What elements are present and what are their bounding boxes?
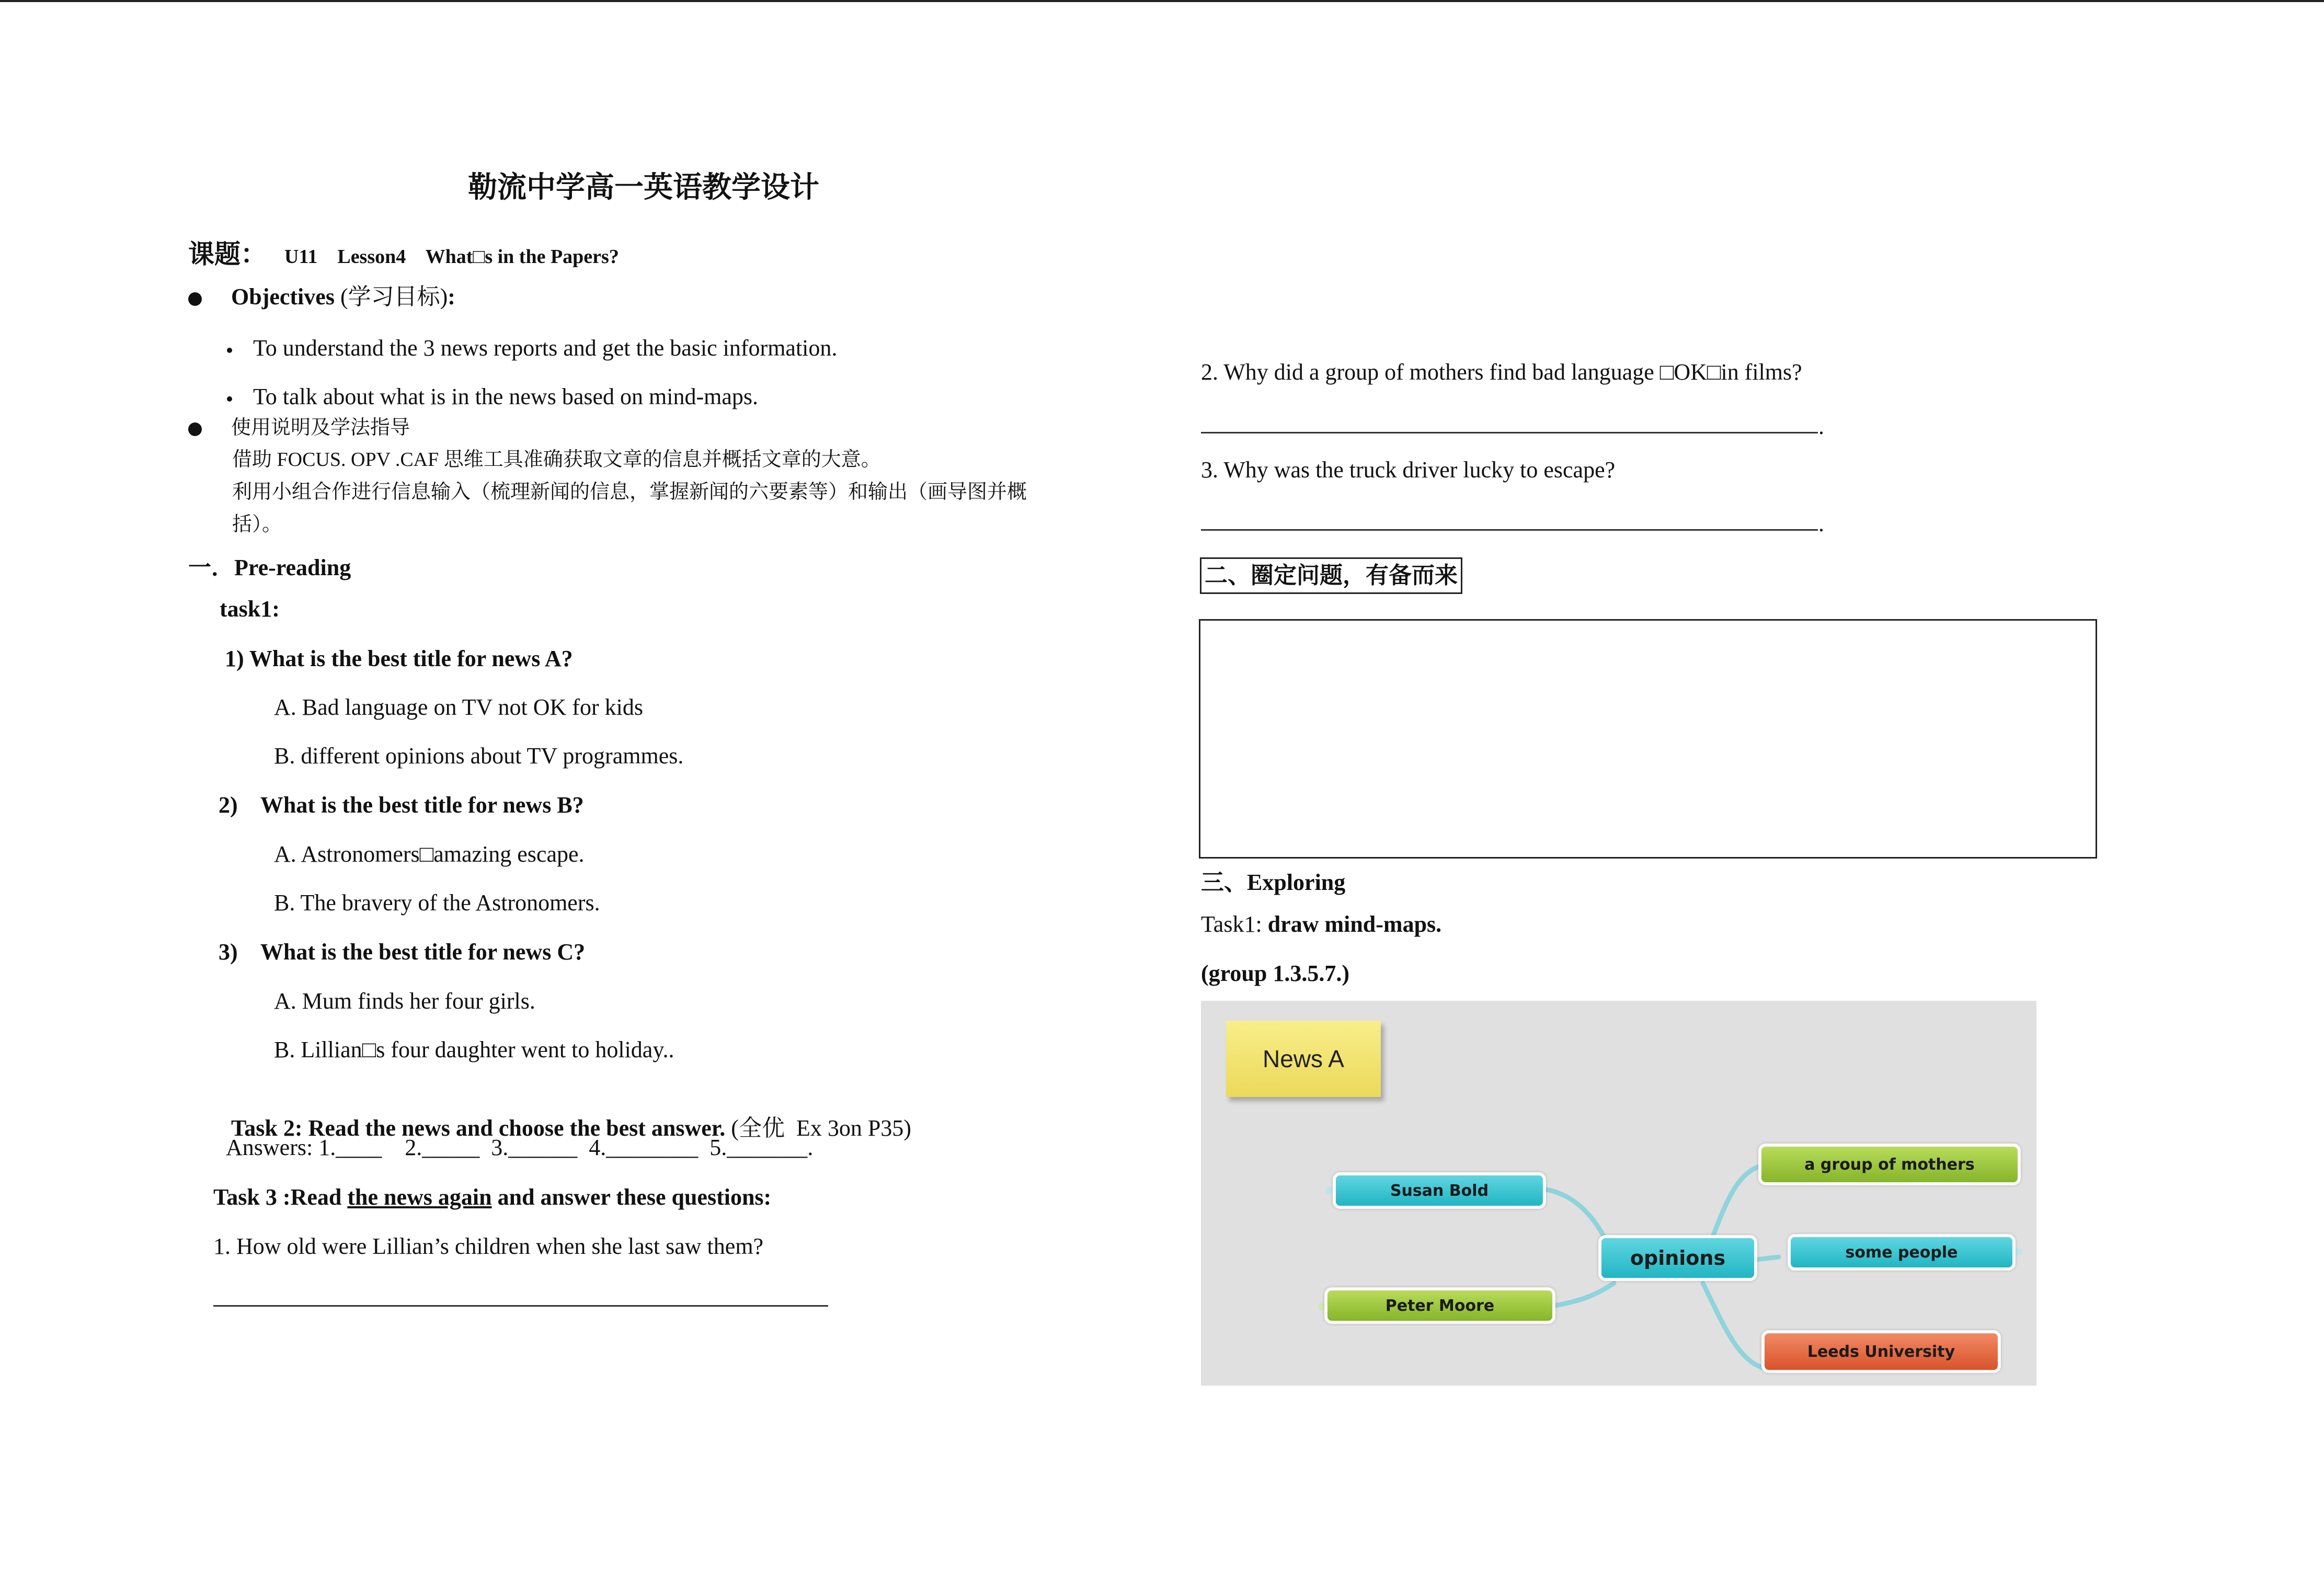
pre-reading-heading: 一．Pre-reading <box>188 555 351 580</box>
question-2-right: 2. Why did a group of mothers find bad language □OK□in films? <box>1201 359 1802 385</box>
mind-map-image <box>1201 1001 2036 1386</box>
task1-right-line <box>1201 910 1441 939</box>
guide-line: 括）。 <box>232 513 282 535</box>
option: A. Mum finds her four girls. <box>274 988 535 1014</box>
option: A. Bad language on TV not OK for kids <box>274 694 643 720</box>
task3-underlined: the news again <box>347 1184 492 1210</box>
guide-line: 利用小组合作进行信息输入（梳理新闻的信息，掌握新闻的六要素等）和输出（画导图并概 <box>232 481 1027 503</box>
node-some-people: some people <box>1788 1234 2016 1271</box>
answer-blank-line[interactable] <box>213 1305 828 1307</box>
bullet-icon <box>188 292 202 306</box>
guide-heading <box>188 414 410 441</box>
connector-people <box>1756 1257 1779 1260</box>
node-opinions: opinions <box>1598 1235 1757 1281</box>
node-dot <box>1325 1187 1333 1194</box>
task1-label: task1: <box>220 596 280 622</box>
group-label: (group 1.3.5.7.) <box>1201 961 1349 986</box>
answer-blank-line[interactable] <box>1201 432 1818 433</box>
task2-instruction: Task 2: Read the news and choose the best answer. <box>231 1115 726 1141</box>
answers-line: Answers: 1.____ 2._____ 3.______ 4.________ 5._______. <box>226 1135 814 1160</box>
connector-peter <box>1549 1283 1614 1307</box>
question-1: 1) What is the best title for news A? <box>225 646 573 671</box>
objective-text: To understand the 3 news reports and get the basic information. <box>253 335 838 361</box>
blank-period: . <box>1818 414 1824 439</box>
node-leeds-university: Leeds University <box>1761 1330 2001 1373</box>
question-2: 2) What is the best title for news B? <box>219 792 584 818</box>
blank-period: . <box>1818 511 1824 536</box>
section3-heading-en: Exploring <box>1247 870 1346 895</box>
node-susan-bold: Susan Bold <box>1333 1172 1546 1209</box>
notes-box[interactable] <box>1199 619 2097 859</box>
task2-reference: (全优 Ex 3on P35) <box>725 1115 911 1141</box>
topic-label: 课题： <box>188 239 267 269</box>
page-title: 勒流中学高一英语教学设计 <box>468 172 819 204</box>
node-dot <box>2014 1248 2022 1255</box>
objectives-heading-colon: : <box>448 284 455 310</box>
guide-heading-text: 使用说明及学法指导 <box>231 417 410 439</box>
question-3: 3) What is the best title for news C? <box>219 939 586 965</box>
option: B. different opinions about TV programmes. <box>274 743 684 769</box>
top-border-line <box>0 0 2324 2</box>
topic-value: U11 Lesson4 What□s in the Papers? <box>284 246 619 268</box>
section3-heading-cn: 三、 <box>1201 870 1247 895</box>
objectives-heading-cn: (学习目标) <box>340 284 448 310</box>
guide-line: 借助 FOCUS. OPV .CAF 思维工具准确获取文章的信息并概括文章的大意。 <box>232 449 881 471</box>
task3-part2: and answer these questions: <box>491 1184 772 1210</box>
node-group-of-mothers: a group of mothers <box>1758 1144 2021 1185</box>
objective-text: To talk about what is in the news based on mind-maps. <box>253 384 758 409</box>
task3-question-1: 1. How old were Lillian’s children when she last saw them? <box>213 1233 764 1259</box>
option: A. Astronomers□amazing escape. <box>274 841 585 867</box>
topic-line <box>188 233 619 271</box>
node-peter-moore: Peter Moore <box>1324 1287 1555 1324</box>
objective-item <box>227 334 837 363</box>
mind-map-title-note: News A <box>1226 1021 1381 1097</box>
objectives-heading <box>188 282 455 312</box>
objective-item <box>227 382 758 411</box>
small-bullet-icon <box>227 396 232 402</box>
answer-blank-line[interactable] <box>1201 529 1818 531</box>
connector-leeds <box>1703 1283 1771 1369</box>
question-3-right: 3. Why was the truck driver lucky to escape? <box>1201 457 1616 483</box>
task3-line <box>213 1183 771 1212</box>
task1-right-instruction: draw mind-maps. <box>1267 911 1442 937</box>
option: B. The bravery of the Astronomers. <box>274 890 600 916</box>
section3-heading <box>1201 868 1345 897</box>
small-bullet-icon <box>227 348 232 353</box>
option: B. Lillian□s four daughter went to holiday.. <box>274 1037 674 1062</box>
task3-part1: Task 3 :Read <box>213 1184 348 1210</box>
task1-right-label: Task1: <box>1201 911 1268 937</box>
section2-heading: 二、圈定问题，有备而来 <box>1200 557 1462 594</box>
bullet-icon <box>188 422 202 436</box>
objectives-heading-en: Objectives <box>231 284 335 310</box>
